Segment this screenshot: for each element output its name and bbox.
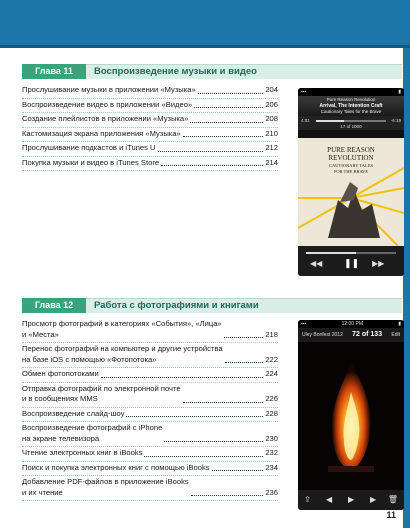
toc-entry-page: 210 (265, 128, 278, 138)
toc-entry-page: 206 (265, 99, 278, 109)
bonfire-photo (298, 342, 404, 490)
toc-entry-title: Воспроизведение слайд-шоу (22, 408, 125, 418)
photo-toolbar (298, 490, 404, 510)
toc-leader-dots (198, 93, 264, 94)
toc-entry-page: 234 (265, 462, 278, 472)
playback-controls (298, 246, 404, 276)
toc-entry (22, 462, 278, 477)
toc-entry-page: 226 (265, 394, 278, 403)
toc-entry-title: Покупка музыки и видео в iTunes Store (22, 157, 160, 167)
album-cover (298, 138, 404, 246)
toc-entry-page: 212 (265, 143, 278, 152)
pause-icon[interactable]: ❚❚ (344, 258, 360, 268)
toc-leader-dots (194, 107, 263, 108)
toc-entry-page: 228 (265, 408, 278, 418)
right-edge-strip (403, 48, 410, 528)
toc-leader-dots (164, 441, 263, 442)
play-slideshow-icon[interactable]: ▶ (348, 495, 355, 504)
toc-entry-title: Создание плейлистов в приложении «Музыка» (22, 114, 189, 123)
toc-entry-title: Прослушивание подкастов и iTunes U (22, 143, 156, 152)
toc-leader-dots (183, 136, 264, 137)
album-back-button[interactable]: Uley Bonfest 2012 (302, 332, 343, 338)
toc-entry (22, 113, 278, 128)
track-position: 17 of 1000 (340, 124, 362, 129)
toc-entry-title: Отправка фотографий по электронной почте и в сообщениях MMS (22, 383, 181, 403)
toc-entry (22, 447, 278, 462)
svg-text:CAUTIONARY TALES: CAUTIONARY TALES (328, 163, 374, 168)
photo-viewer-screenshot (298, 320, 404, 510)
next-track-icon[interactable]: ▶▶ (372, 259, 385, 268)
toc-entry-page: 230 (265, 433, 278, 443)
toc-entry-title: Обмен фотопотоками (22, 369, 99, 378)
previous-photo-icon[interactable]: ◀ (326, 495, 333, 504)
share-icon[interactable]: ⇪ (304, 495, 311, 504)
music-player-screenshot (298, 88, 404, 276)
toc-entry (22, 142, 278, 157)
album-cover-art (298, 138, 404, 246)
toc-leader-dots (225, 362, 264, 363)
svg-text:REVOLUTION: REVOLUTION (328, 154, 374, 162)
toc-entry-page: 218 (265, 329, 278, 339)
toc-entry-title: Воспроизведение видео в приложении «Видео» (22, 99, 193, 109)
toc-entry-title: Кастомизация экрана приложения «Музыка» (22, 128, 181, 138)
chapter-11-header (22, 64, 402, 79)
toc-leader-dots (212, 470, 264, 471)
svg-text:FOR THE BRAVE: FOR THE BRAVE (333, 169, 369, 174)
chapter-11-tag: Глава 11 (22, 64, 86, 79)
toc-entry-page: 204 (265, 85, 278, 94)
scrub-fill (316, 120, 344, 122)
toc-entry-page: 224 (265, 369, 278, 378)
toc-leader-dots (161, 165, 263, 166)
chapter-12-title: Работа с фотографиями и книгами (94, 300, 259, 311)
status-bar: ▪▪▪ ︎ ▮ (298, 88, 404, 96)
toc-entry (22, 368, 278, 383)
toc-entry-page: 236 (265, 487, 278, 497)
previous-track-icon[interactable]: ◀◀ (310, 259, 323, 268)
album-name: Cautionary Tales for the Brave (320, 109, 382, 114)
toc-entry-title: Воспроизведение фотографий с iPhone на экране телевизора (22, 423, 163, 443)
toc-entry-title: Чтение электронных книг в iBooks (22, 448, 143, 457)
toc-entry-title: Просмотр фотографий в категориях «События», «Лица» и «Места» (22, 319, 222, 339)
toc-entry-page: 232 (265, 448, 278, 457)
status-bar: ▪▪▪ 12:00 PM ▮ (298, 320, 404, 328)
edit-button[interactable]: Edit (391, 332, 400, 338)
toc-entry-page: 214 (265, 157, 278, 167)
toc-entry (22, 422, 278, 447)
photo-nav-bar (298, 328, 404, 342)
toc-entry (22, 383, 278, 408)
toc-leader-dots (224, 337, 264, 338)
toc-entry (22, 157, 278, 172)
toc-entry-title: Перенос фотографий на компьютер и другие устройства на базе iOS с помощью «Фотопотока» (22, 344, 223, 364)
page-number: 11 (386, 510, 396, 520)
toc-leader-dots (191, 495, 264, 496)
toc-entry (22, 318, 278, 343)
toc-entry (22, 128, 278, 143)
svg-text:PURE REASON: PURE REASON (327, 146, 375, 154)
chapter-12-toc (22, 318, 278, 501)
volume-fill (306, 252, 356, 254)
volume-slider[interactable] (306, 252, 396, 254)
delete-icon[interactable]: 🗑 (387, 495, 398, 504)
toc-entry (22, 408, 278, 423)
remaining-time: -6:19 (390, 118, 401, 123)
toc-entry-title: Поиск и покупка электронных книг с помощью iBooks (22, 462, 210, 472)
status-time: 12:00 PM (341, 321, 363, 327)
artist-name: Pure Reason Revolution (326, 97, 376, 102)
toc-entry (22, 84, 278, 99)
toc-entry (22, 343, 278, 368)
toc-entry-title: Прослушивание музыки в приложении «Музыка» (22, 85, 196, 94)
chapter-12-tag: Глава 12 (22, 298, 86, 313)
chapter-11-toc (22, 84, 278, 171)
next-photo-icon[interactable]: ▶ (370, 495, 377, 504)
toc-entry-page: 208 (265, 114, 278, 123)
toc-entry (22, 476, 278, 501)
chapter-11-title: Воспроизведение музыки и видео (94, 66, 257, 77)
toc-leader-dots (101, 377, 264, 378)
toc-leader-dots (190, 122, 263, 123)
scrub-track (316, 120, 386, 122)
chapter-12-header (22, 298, 402, 313)
toc-leader-dots (158, 151, 264, 152)
scrubber-bar[interactable] (298, 116, 404, 130)
now-playing-header (298, 96, 404, 116)
elapsed-time: 4:01 (301, 118, 310, 123)
track-title: Arrival, The Intention Craft (319, 103, 383, 109)
toc-entry-page: 222 (265, 354, 278, 364)
top-color-band (0, 0, 410, 48)
toc-entry (22, 99, 278, 114)
toc-entry-title: Добавление PDF-файлов в приложение iBooks и их чтение (22, 477, 189, 497)
toc-leader-dots (144, 456, 263, 457)
photo-counter: 72 of 133 (352, 331, 383, 338)
toc-leader-dots (126, 416, 263, 417)
toc-leader-dots (183, 402, 264, 403)
